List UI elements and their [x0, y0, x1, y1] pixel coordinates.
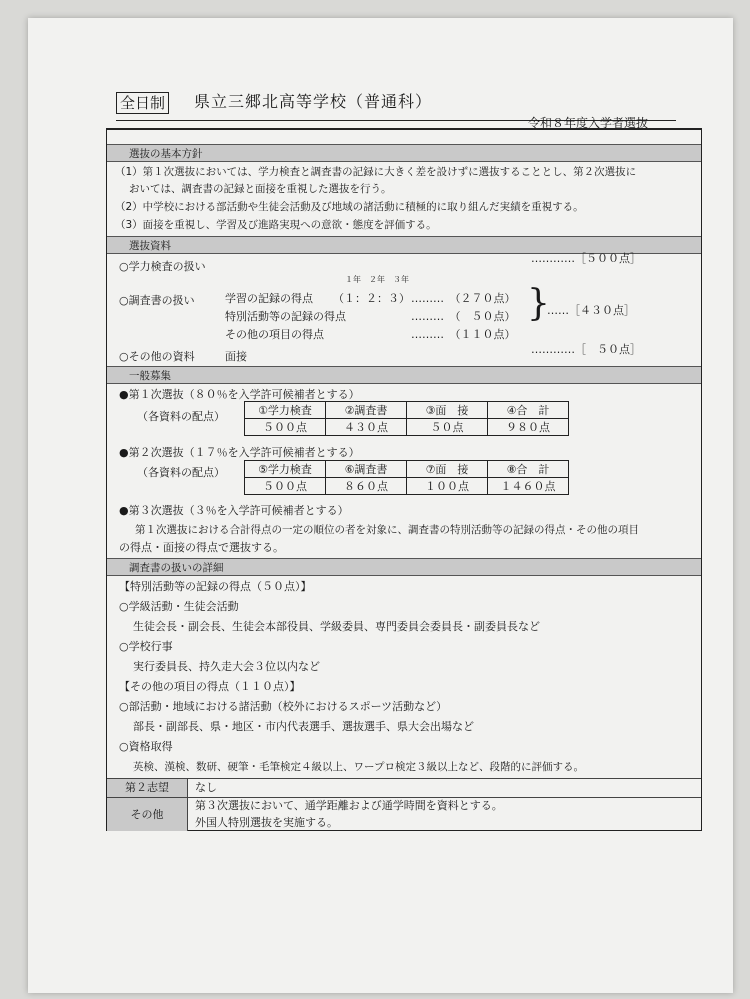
other-material-points: …………［ ５０点］	[531, 343, 641, 356]
policy-line-1: （1）第１次選抜においては、学力検査と調査書の記録に大きく差を設けずに選抜することとし、第２次選抜に	[115, 166, 637, 178]
second-choice-value: なし	[195, 781, 217, 794]
details-club-activity-examples: 部長・副部長、県・地区・市内代表選手、選抜選手、県大会出場など	[133, 720, 474, 733]
general-heading: 一般募集	[107, 366, 701, 384]
details-class-activity-examples: 生徒会長・副会長、生徒会本部役員、学級委員、専門委員会委員長・副委員長など	[133, 620, 540, 633]
details-other-heading: 【その他の項目の得点（１１０点）】	[119, 680, 301, 693]
second-score-table	[244, 460, 569, 495]
second-value-3: １００点	[407, 478, 488, 495]
report-item-study-points: ……… （２７０点）	[411, 292, 516, 305]
details-qualifications: ○資格取得	[119, 740, 173, 753]
materials-heading: 選抜資料	[107, 236, 701, 254]
details-school-events-examples: 実行委員長、持久走大会３位以内など	[133, 660, 320, 673]
report-item-other-points: ……… （１１０点）	[411, 328, 516, 341]
course-badge: 全日制	[116, 92, 169, 114]
policy-line-2: （2）中学校における部活動や生徒会活動及び地域の諸活動に積極的に取り組んだ実績を重視する。	[115, 201, 584, 213]
first-header-1: ①学力検査	[245, 402, 326, 419]
second-header-2: ⑥調査書	[326, 461, 407, 478]
policy-line-1b: おいては、調査書の記録と面接を重視した選抜を行う。	[129, 183, 392, 195]
second-header-3: ⑦面 接	[407, 461, 488, 478]
policy-line-3: （3）面接を重視し、学習及び進路実現への意欲・態度を評価する。	[115, 219, 437, 231]
selection-sheet	[106, 128, 702, 831]
second-choice-row	[107, 778, 701, 794]
first-header-4: ④合 計	[488, 402, 569, 419]
report-item-special: 特別活動等の記録の得点	[225, 310, 346, 323]
first-value-3: ５０点	[407, 419, 488, 436]
policy-heading: 選抜の基本方針	[107, 144, 701, 162]
second-value-4: １４６０点	[488, 478, 569, 495]
second-header-1: ⑤学力検査	[245, 461, 326, 478]
report-total: ……［４３０点］	[547, 304, 635, 317]
others-line-2: 外国人特別選抜を実施する。	[195, 816, 338, 829]
others-line-1: 第３次選抜において、通学距離および通学時間を資料とする。	[195, 799, 503, 812]
brace-icon: }	[527, 283, 550, 324]
second-selection-label: ●第２次選抜（１７％を入学許可候補者とする）	[119, 446, 360, 459]
other-material-label: ○その他の資料	[119, 350, 195, 363]
details-club-activity: ○部活動・地域における諸活動（校外におけるスポーツ活動など）	[119, 700, 448, 713]
other-material-item: 面接	[225, 350, 247, 363]
others-label: その他	[107, 798, 188, 831]
third-selection-line-2: の得点・面接の得点で選抜する。	[119, 541, 284, 554]
report-label: ○調査書の扱い	[119, 294, 195, 307]
report-item-study: 学習の記録の得点	[225, 292, 313, 305]
exam-label: ○学力検査の扱い	[119, 260, 206, 273]
second-value-1: ５００点	[245, 478, 326, 495]
school-name: 県立三郷北高等学校（普通科）	[194, 92, 433, 111]
first-value-1: ５００点	[245, 419, 326, 436]
first-score-table	[244, 401, 569, 436]
first-value-2: ４３０点	[326, 419, 407, 436]
ratio-header: １年 ２年 ３年	[345, 275, 409, 284]
exam-year: 令和８年度入学者選抜	[528, 116, 649, 130]
report-ratio: （１：２：３）	[333, 292, 410, 305]
second-choice-label: 第２志望	[107, 779, 188, 797]
first-value-4: ９８０点	[488, 419, 569, 436]
first-header-3: ③面 接	[407, 402, 488, 419]
details-school-events: ○学校行事	[119, 640, 173, 653]
first-selection-label: ●第１次選抜（８０％を入学許可候補者とする）	[119, 388, 360, 401]
report-item-special-points: ……… （ ５０点）	[411, 310, 516, 323]
first-selection-sub: （各資料の配点）	[137, 410, 225, 423]
third-selection-line-1: 第１次選抜における合計得点の一定の順位の者を対象に、調査書の特別活動等の記録の得点・その他の項目	[135, 524, 639, 536]
second-selection-sub: （各資料の配点）	[137, 466, 225, 479]
first-header-2: ②調査書	[326, 402, 407, 419]
details-special-heading: 【特別活動等の記録の得点（５０点）】	[119, 580, 312, 593]
details-qualifications-examples: 英検、漢検、数研、硬筆・毛筆検定４級以上、ワープロ検定３級以上など、段階的に評価する。	[133, 761, 584, 773]
others-row	[107, 797, 701, 831]
third-selection-label: ●第３次選抜（３％を入学許可候補者とする）	[119, 504, 349, 517]
exam-points: …………［５００点］	[531, 252, 641, 265]
details-class-activity: ○学級活動・生徒会活動	[119, 600, 239, 613]
report-item-other: その他の項目の得点	[225, 328, 324, 341]
second-header-4: ⑧合 計	[488, 461, 569, 478]
details-heading: 調査書の扱いの詳細	[107, 558, 701, 576]
second-value-2: ８６０点	[326, 478, 407, 495]
